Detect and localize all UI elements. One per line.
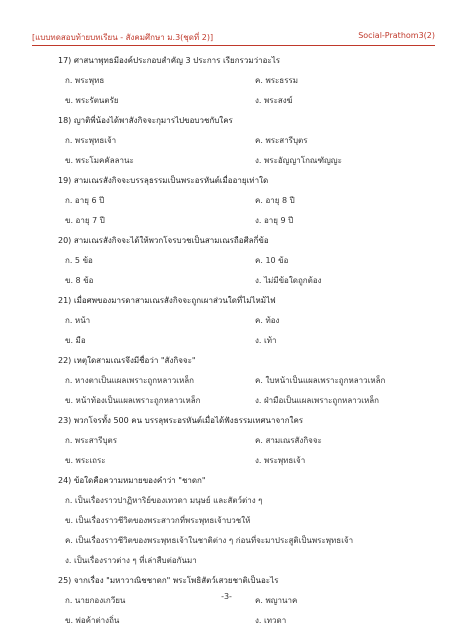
option-c: ค. พญานาค [255, 596, 298, 605]
question-25-row-2 [58, 616, 438, 636]
option-b: ข. พระโมคคัลลานะ [65, 156, 134, 165]
option-d: ง. เป็นเรื่องราวต่าง ๆ ที่เล่าสืบต่อกันมา [65, 556, 197, 565]
question-22: 22) เหตุใดสามเณรจึงมีชื่อว่า "สังกิจจะ" [58, 356, 196, 365]
option-a: ก. นายกองเกวียน [65, 596, 126, 605]
question-24: 24) ข้อใดคือความหมายของคำว่า "ชาดก" [58, 476, 206, 485]
option-d: ง. เท้า [255, 336, 277, 345]
option-c: ค. เป็นเรื่องราวชีวิตของพระพุทธเจ้าในชาติต่าง ๆ ก่อนที่จะมาประสูติเป็นพระพุทธเจ้า [65, 536, 354, 545]
question-22-row-2 [58, 396, 438, 416]
header-divider [32, 45, 435, 46]
question-17: 17) ศาสนาพุทธมีองค์ประกอบสำคัญ 3 ประการ เรียกรวมว่าอะไร [58, 56, 281, 65]
question-22-row-1 [58, 376, 438, 396]
question-21-row-2 [58, 336, 438, 356]
option-c: ค. ใบหน้าเป็นแผลเพราะถูกหลาวเหล็ก [255, 376, 386, 385]
option-c: ค. ท้อง [255, 316, 280, 325]
question-25: 25) จากเรื่อง "มหาวาณิชชาดก" พระโพธิสัตว์เสวยชาติเป็นอะไร [58, 576, 279, 585]
option-a: ก. เป็นเรื่องราวปาฏิหาริย์ของเทวดา มนุษย์ และสัตว์ต่าง ๆ [65, 496, 263, 505]
option-a: ก. พระพุทธเจ้า [65, 136, 117, 145]
question-19-row-2 [58, 216, 438, 236]
option-d: ง. อายุ 9 ปี [255, 216, 294, 225]
option-c: ค. อายุ 8 ปี [255, 196, 295, 205]
question-21-row-1 [58, 316, 438, 336]
option-b: ข. อายุ 7 ปี [65, 216, 105, 225]
option-d: ง. ฝ่ามือเป็นแผลเพราะถูกหลาวเหล็ก [255, 396, 379, 405]
header-code: Social-Prathom3(2) [358, 31, 435, 40]
option-a: ก. พระสารีบุตร [65, 436, 118, 445]
option-b: ข. พระรัตนตรัย [65, 96, 119, 105]
option-d: ง. พระพุทธเจ้า [255, 456, 306, 465]
page-number: -3- [221, 592, 232, 601]
option-b: ข. หน้าท้องเป็นแผลเพราะถูกหลาวเหล็ก [65, 396, 201, 405]
option-a: ก. หางตาเป็นแผลเพราะถูกหลาวเหล็ก [65, 376, 195, 385]
option-c: ค. พระสารีบุตร [255, 136, 308, 145]
question-23: 23) พวกโจรทั้ง 500 คน บรรลุพระอรหันต์เมื่อได้ฟังธรรมเทศนาจากใคร [58, 416, 304, 425]
option-b: ข. พระเถระ [65, 456, 106, 465]
option-d: ง. เทวดา [255, 616, 287, 625]
header-title: [แบบทดสอบท้ายบทเรียน - สังคมศึกษา ม.3(ชุดที่ 2)] [32, 33, 214, 42]
option-c: ค. สามเณรสังกิจจะ [255, 436, 322, 445]
option-a: ก. หน้า [65, 316, 91, 325]
question-23-row-2 [58, 456, 438, 476]
question-23-row-1 [58, 436, 438, 456]
question-21: 21) เมื่อศพของมารดาสามเณรสังกิจจะถูกเผาส่วนใดที่ไม่ไหม้ไฟ [58, 296, 276, 305]
option-a: ก. อายุ 6 ปี [65, 196, 105, 205]
option-d: ง. พระสงฆ์ [255, 96, 293, 105]
page-header [32, 30, 435, 44]
question-20: 20) สามเณรสังกิจจะได้ให้พวกโจรบวชเป็นสามเณรถือศีลกี่ข้อ [58, 236, 269, 245]
question-list [58, 56, 438, 636]
option-b: ข. 8 ข้อ [65, 276, 94, 285]
question-19: 19) สามเณรสังกิจจะบรรลุธรรมเป็นพระอรหันต์เมื่ออายุเท่าใด [58, 176, 269, 185]
option-d: ง. ไม่มีข้อใดถูกต้อง [255, 276, 322, 285]
question-18-row-1 [58, 136, 438, 156]
question-20-row-1 [58, 256, 438, 276]
question-18-row-2 [58, 156, 438, 176]
option-a: ก. 5 ข้อ [65, 256, 93, 265]
option-d: ง. พระอัญญาโกณฑัญญะ [255, 156, 342, 165]
option-b: ข. เป็นเรื่องราวชีวิตของพระสาวกที่พระพุทธเจ้าบวชให้ [65, 516, 251, 525]
option-c: ค. พระธรรม [255, 76, 299, 85]
question-17-row-1 [58, 76, 438, 96]
question-19-row-1 [58, 196, 438, 216]
question-18: 18) ญาติพี่น้องได้พาสังกิจจะกุมารไปขอบวชกับใคร [58, 116, 233, 125]
question-20-row-2 [58, 276, 438, 296]
option-a: ก. พระพุทธ [65, 76, 105, 85]
option-b: ข. มือ [65, 336, 86, 345]
option-c: ค. 10 ข้อ [255, 256, 289, 265]
question-17-row-2 [58, 96, 438, 116]
option-b: ข. พ่อค้าต่างถิ่น [65, 616, 120, 625]
